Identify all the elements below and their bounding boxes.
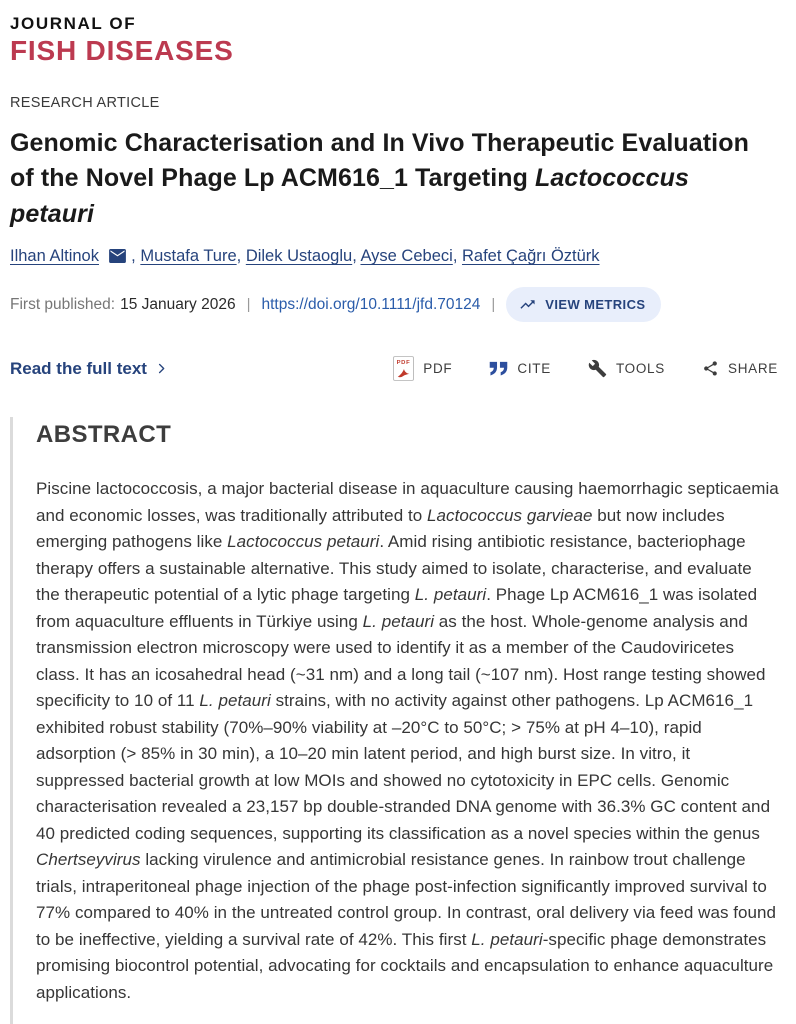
action-row [10,356,780,381]
article-title: Genomic Characterisation and In Vivo Therapeutic Evaluation of the Novel Phage Lp ACM616_1 Targeting Lactococcus petauri [10,128,749,228]
abstract-text: Piscine lactococcosis, a major bacterial disease in aquaculture causing haemorrhagic septicaemia and economic losses, was traditionally attributed to Lactococcus garvieae but now includes emerging pathogens like Lactococcus petauri. Amid rising antibiotic resistance, bacteriophage therapy offers a sustainable alternative. This study aimed to isolate, characterise, and evaluate the therapeutic potential of a lytic phage targeting L. petauri. Phage Lp ACM616_1 was isolated from aquaculture effluents in Türkiye using L. petauri as the host. Whole-genome analysis and transmission electron microscopy were used to identify it as a member of the Caudoviricetes class. It has an icosahedral head (~31 nm) and a long tail (~107 nm). Host range testing showed specificity to 10 of 11 L. petauri strains, with no activity against other pathogens. Lp ACM616_1 exhibited robust stability (70%–90% viability at –20°C to 50°C; > 75% at pH 4–10), rapid adsorption (> 85% in 30 min), a 10–20 min latent period, and high burst size. In vitro, it suppressed bacterial growth at low MOIs and showed no cytotoxicity in EPC cells. Genomic characterisation revealed a 23,157 bp double-stranded DNA genome with 36.3% GC content and 40 predicted coding sequences, supporting its classification as a novel species within the genus Chertseyvirus lacking virulence and antimicrobial resistance genes. In rainbow trout challenge trials, intraperitoneal phage injection of the phage post-infection significantly improved survival to 77% compared to 40% in the untreated control group. In contrast, oral delivery via feed was found to be ineffective, yielding a survival rate of 42%. This first L. petauri-specific phage demonstrates promising biocontrol potential, advocating for cocktails and encapsulation to enhance aquaculture applications. [36,479,779,1002]
author-link[interactable]: Mustafa Ture [140,247,237,266]
view-metrics-label: VIEW METRICS [545,297,646,313]
share-icon [702,360,719,377]
read-full-text-link[interactable] [10,359,168,379]
author-separator: , [452,247,462,266]
share-button[interactable] [702,360,778,377]
pdf-button[interactable] [393,356,452,381]
first-published-date: 15 January 2026 [120,295,236,313]
view-metrics-button[interactable] [506,287,661,322]
author-list [10,245,780,268]
article-toolbar [393,356,778,381]
article-type-label: RESEARCH ARTICLE [10,94,160,111]
author-link[interactable]: Ilhan Altinok [10,247,99,266]
publication-info-row [10,287,780,322]
abstract-heading: ABSTRACT [36,421,172,449]
tools-button-label: TOOLS [615,361,665,377]
svg-text:PDF: PDF [396,360,411,367]
pdf-file-icon [393,356,414,381]
read-full-text-label: Read the full text [10,358,147,378]
trending-up-icon [519,296,536,313]
author-separator: , [131,247,141,266]
author-link[interactable]: Dilek Ustaoglu [245,247,353,266]
wrench-icon [588,359,607,378]
cite-button[interactable] [489,361,551,376]
author-link[interactable]: Ayse Cebeci [360,247,453,266]
divider: | [246,296,251,314]
journal-logo[interactable] [10,14,234,68]
tools-button[interactable] [588,359,665,378]
journal-logo-line1: JOURNAL OF [10,14,137,33]
cite-button-label: CITE [517,361,551,377]
quote-icon [489,361,508,376]
doi-link[interactable]: https://doi.org/10.1111/jfd.70124 [261,295,481,313]
journal-logo-line2: FISH DISEASES [10,35,234,67]
first-published-label: First published: [10,295,116,313]
pdf-button-label: PDF [423,361,453,377]
abstract-section [10,417,780,1024]
author-link[interactable]: Rafet Çağrı Öztürk [461,247,600,266]
author-separator: , [352,247,361,266]
divider: | [491,296,496,314]
email-icon[interactable] [109,249,126,263]
chevron-right-icon [155,361,168,376]
author-separator: , [236,247,246,266]
share-button-label: SHARE [727,361,778,377]
